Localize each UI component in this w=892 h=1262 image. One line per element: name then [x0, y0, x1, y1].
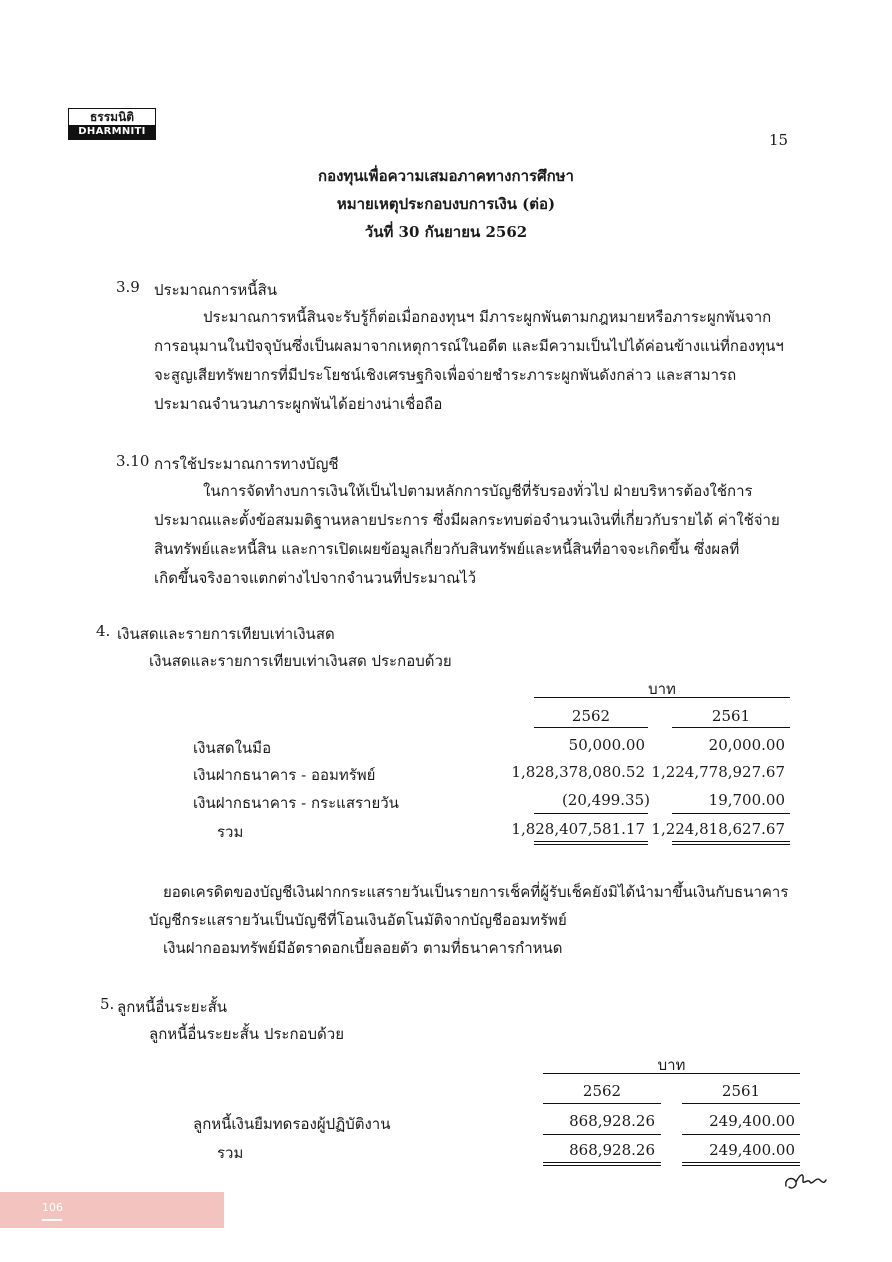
- footer-page-number: 106: [42, 1201, 63, 1214]
- s4-year-1: 2562: [571, 707, 611, 725]
- s39-line-4: ประมาณจำนวนภาระผูกพันได้อย่างน่าเชื่อถือ: [154, 395, 443, 413]
- s310-number: 3.10: [116, 452, 150, 470]
- dharmniti-logo: [68, 108, 156, 140]
- footer-bar: [0, 1192, 224, 1228]
- s39-line-2: การอนุมานในปัจจุบันซึ่งเป็นผลมาจากเหตุการณ์ในอดีต และมีความเป็นไปได้ค่อนข้างแน่ที่กองทุนฯ: [154, 337, 784, 355]
- page-number-top: 15: [769, 131, 789, 149]
- s4-subtotal-rule-1: [534, 813, 648, 814]
- s4-row-value-2562: 50,000.00: [568, 736, 645, 754]
- s5-total-value-2561: 249,400.00: [709, 1141, 795, 1159]
- s39-heading: ประมาณการหนี้สิน: [154, 281, 277, 299]
- s5-year-1: 2562: [582, 1082, 622, 1100]
- s4-row-value-2561: 1,224,778,927.67: [651, 763, 785, 781]
- s4-subtotal-rule-2: [672, 813, 790, 814]
- header-title: กองทุนเพื่อความเสมอภาคทางการศึกษา: [318, 167, 574, 185]
- s5-row-label: ลูกหนี้เงินยืมทดรองผู้ปฏิบัติงาน: [193, 1115, 391, 1133]
- s5-year-2-rule: [682, 1103, 800, 1104]
- s4-total-double-rule-2: [672, 841, 790, 845]
- s4-row-label: เงินฝากธนาคาร - กระแสรายวัน: [193, 794, 399, 812]
- s5-total-label: รวม: [217, 1144, 244, 1162]
- s4-note-3: เงินฝากออมทรัพย์มีอัตราดอกเบี้ยลอยตัว ตามที่ธนาคารกำหนด: [163, 939, 563, 957]
- s4-note-1: ยอดเครดิตของบัญชีเงินฝากกระแสรายวันเป็นรายการเช็คที่ผู้รับเช็คยังมิได้นำมาขึ้นเงินกับธนาคาร: [163, 883, 789, 901]
- s39-line-1: ประมาณการหนี้สินจะรับรู้ก็ต่อเมื่อกองทุนฯ มีภาระผูกพันตามกฎหมายหรือภาระผูกพันจาก: [203, 308, 772, 326]
- s310-line-2: ประมาณและตั้งข้อสมมติฐานหลายประการ ซึ่งมีผลกระทบต่อจำนวนเงินที่เกี่ยวกับรายได้ ค่าใช้จ่าย: [154, 511, 780, 529]
- footer-underline: [42, 1219, 62, 1221]
- s5-subtotal-rule-1: [543, 1134, 661, 1135]
- s4-total-value-2562: 1,828,407,581.17: [511, 820, 645, 838]
- s5-row-value-2561: 249,400.00: [709, 1112, 795, 1130]
- s4-heading: เงินสดและรายการเทียบเท่าเงินสด: [117, 625, 335, 643]
- s4-intro: เงินสดและรายการเทียบเท่าเงินสด ประกอบด้วย: [149, 652, 452, 670]
- s5-total-double-rule-1: [543, 1162, 661, 1166]
- s5-intro: ลูกหนี้อื่นระยะสั้น ประกอบด้วย: [149, 1025, 345, 1043]
- signature-mark: [782, 1166, 830, 1196]
- s4-total-double-rule-1: [534, 841, 648, 845]
- s5-unit-label: บาท: [657, 1056, 686, 1074]
- s310-heading: การใช้ประมาณการทางบัญชี: [154, 455, 339, 473]
- s5-number: 5.: [100, 995, 115, 1013]
- s4-year-2-rule: [672, 727, 790, 728]
- s5-heading: ลูกหนี้อื่นระยะสั้น: [117, 998, 228, 1016]
- s4-unit-rule: [534, 697, 790, 698]
- s4-row-label: เงินฝากธนาคาร - ออมทรัพย์: [193, 766, 376, 784]
- logo-english-text: DHARMNITI: [69, 125, 155, 139]
- s5-subtotal-rule-2: [682, 1134, 800, 1135]
- s5-row-value-2562: 868,928.26: [569, 1112, 655, 1130]
- logo-thai-text: ธรรมนิติ: [69, 109, 155, 125]
- header-subtitle: หมายเหตุประกอบงบการเงิน (ต่อ): [336, 195, 556, 213]
- s4-unit-label: บาท: [648, 680, 676, 698]
- s4-row-value-2561: 19,700.00: [708, 791, 785, 809]
- s5-total-value-2562: 868,928.26: [569, 1141, 655, 1159]
- s310-line-1: ในการจัดทำงบการเงินให้เป็นไปตามหลักการบัญชีที่รับรองทั่วไป ฝ่ายบริหารต้องใช้การ: [203, 482, 753, 500]
- s4-row-label: เงินสดในมือ: [193, 739, 272, 757]
- s39-line-3: จะสูญเสียทรัพยากรที่มีประโยชน์เชิงเศรษฐกิจเพื่อจ่ายชำระภาระผูกพันดังกล่าว และสามารถ: [154, 366, 737, 384]
- s4-number: 4.: [96, 622, 111, 640]
- s4-row-value-2562: 1,828,378,080.52: [511, 763, 645, 781]
- s5-year-1-rule: [543, 1103, 661, 1104]
- s4-note-2: บัญชีกระแสรายวันเป็นบัญชีที่โอนเงินอัตโนมัติจากบัญชีออมทรัพย์: [149, 911, 567, 929]
- s310-line-4: เกิดขึ้นจริงอาจแตกต่างไปจากจำนวนที่ประมาณไว้: [154, 569, 477, 587]
- s4-year-1-rule: [534, 727, 648, 728]
- s39-number: 3.9: [116, 278, 140, 296]
- s4-row-value-2562: (20,499.35): [561, 791, 650, 809]
- s5-year-2: 2561: [721, 1082, 761, 1100]
- s4-total-value-2561: 1,224,818,627.67: [651, 820, 785, 838]
- s4-total-label: รวม: [217, 823, 244, 841]
- s310-line-3: สินทรัพย์และหนี้สิน และการเปิดเผยข้อมูลเกี่ยวกับสินทรัพย์และหนี้สินที่อาจจะเกิดขึ้น ซึ่งผลที่: [154, 540, 740, 558]
- s4-row-value-2561: 20,000.00: [708, 736, 785, 754]
- s4-year-2: 2561: [711, 707, 751, 725]
- header-date: วันที่ 30 กันยายน 2562: [364, 223, 528, 241]
- s5-unit-rule: [543, 1073, 800, 1074]
